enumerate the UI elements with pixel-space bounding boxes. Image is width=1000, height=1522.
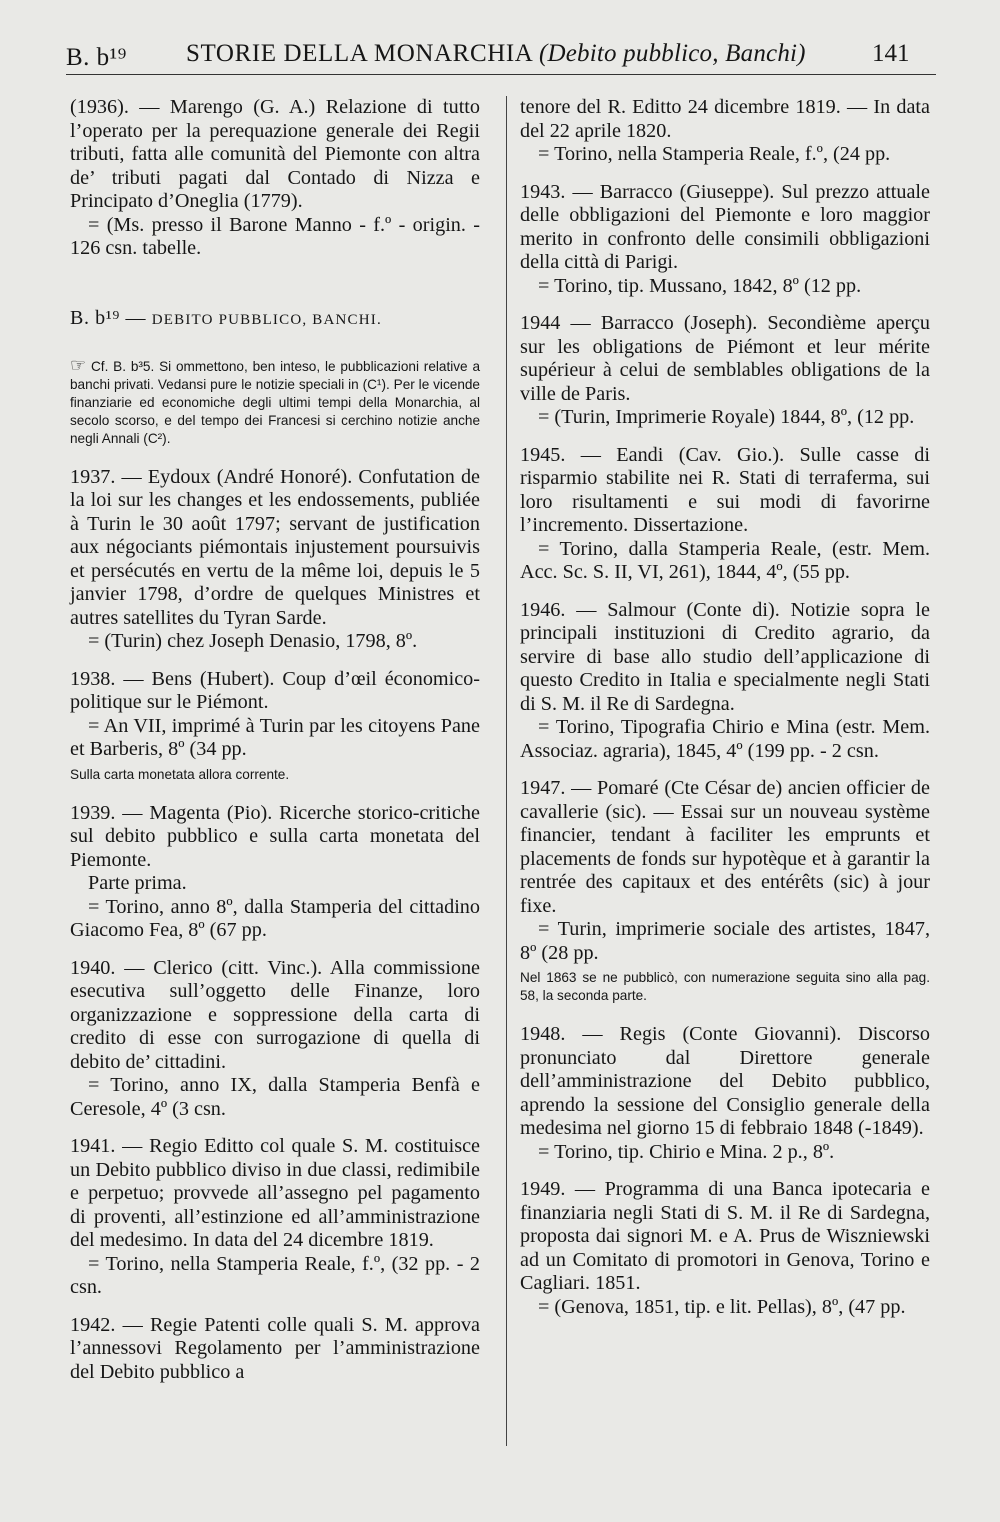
- entry-imprint: = (Genova, 1851, tip. e lit. Pellas), 8º, (47 pp.: [538, 1295, 906, 1318]
- header-title-sub: (Debito pubblico, Banchi): [538, 40, 806, 67]
- entry-text: 1941. — Regio Editto col quale S. M. costituisce un Debito pubblico diviso in due classi, redimibile e perpetuo; provvede all’assegno pel pagamento di proventi, all’estinzione ed all’amministrazione del medesimo. In data del 24 dicembre 1819.: [70, 1135, 480, 1251]
- section-prefix: B. b¹⁹ —: [70, 306, 147, 329]
- entry-imprint: = (Ms. presso il Barone Manno - f.º - origin. - 126 csn. tabelle.: [70, 213, 480, 259]
- entry-text: 1939. — Magenta (Pio). Ricerche storico-critiche sul debito pubblico e sulla carta monetata del Piemonte.: [70, 801, 480, 871]
- entry-1944: [520, 312, 930, 430]
- entry-1940: [70, 957, 480, 1122]
- entry-imprint: = Torino, nella Stamperia Reale, f.º, (32 pp. - 2 csn.: [70, 1252, 480, 1298]
- entry-1946: [520, 599, 930, 764]
- header-title-main: STORIE DELLA MONARCHIA: [186, 40, 533, 67]
- entry-text: 1949. — Programma di una Banca ipotecaria e finanziaria negli Stati di S. M. il Re di Sardegna, proposta dai signori M. e A. Prus de Wiszniewski ad un Comitato di promotori in Genova, Torino e Cagliari. 1851.: [520, 1178, 930, 1294]
- page-number: 141: [872, 40, 910, 67]
- entry-text: 1943. — Barracco (Giuseppe). Sul prezzo attuale delle obbligazioni del Piemonte e loro maggior merito in confronto delle consimili obbligazioni della città di Parigi.: [520, 180, 930, 273]
- entry-1942: [70, 1314, 480, 1385]
- entry-text: (1936). — Marengo (G. A.) Relazione di tutto l’operato per la perequazione generale dei Regii tributi, fatta alle comunità del Piemonte con altra de’ tributi pagati dal Contado di Nizza e Principato d’Oneglia (1779).: [70, 96, 480, 212]
- left-column: [70, 96, 480, 1398]
- entry-text: 1947. — Pomaré (Cte César de) ancien officier de cavallerie (sic). — Essai sur un nouveau système financier, tendant à faciliter les emprunts et placements de fonds sur hypotèque et à garantir la rentrée des capitaux et des entérêts (sic) à jour fixe.: [520, 777, 930, 917]
- entry-text: 1937. — Eydoux (André Honoré). Confutation de la loi sur les changes et les endossements, publiée à Turin le 30 août 1797; servant de justification aux négociants piémontais injustement poursuivis et persécutés en vertu de la même loi, depuis le 5 janvier 1798, d’ordre de quelques Ministres et autres satellites du Tyran Sarde.: [70, 465, 480, 629]
- section-title: DEBITO PUBBLICO, BANCHI.: [151, 311, 382, 328]
- entry-1943: [520, 181, 930, 299]
- entry-1948: [520, 1023, 930, 1164]
- entry-1936: [70, 96, 480, 261]
- entry-imprint: = Torino, tip. Mussano, 1842, 8º (12 pp.: [538, 274, 862, 297]
- header-rule: [66, 74, 936, 75]
- entry-1941: [70, 1135, 480, 1300]
- header-section-code: B. b¹⁹: [66, 44, 127, 71]
- entry-text: 1944 — Barracco (Joseph). Secondième aperçu sur les obligations de Piémont et leur mérite supérieur à celui de semblables obligations de la ville de Paris.: [520, 312, 930, 405]
- entry-text: 1946. — Salmour (Conte di). Notizie sopra le principali instituzioni di Credito agrario, da servire di base allo studio dell’applicazione di questo Credito in Italia e specialmente negli Stati di S. M. il Re di Sardegna.: [520, 598, 930, 715]
- entry-1938: [70, 668, 480, 784]
- entry-imprint: = Torino, anno IX, dalla Stamperia Benfà e Ceresole, 4º (3 csn.: [70, 1074, 480, 1120]
- entry-imprint: = Turin, imprimerie sociale des artistes, 1847, 8º (28 pp.: [520, 918, 930, 964]
- entry-text: 1940. — Clerico (citt. Vinc.). Alla commissione esecutiva sull’oggetto delle Finanze, loro organizzazione e soppressione della carta di credito di esse con surrogazione di quella di debito de’ cittadini.: [70, 956, 480, 1073]
- header-title: [186, 40, 806, 68]
- entry-1939: [70, 802, 480, 943]
- entry-note: Sulla carta monetata allora corrente.: [70, 766, 290, 782]
- entry-imprint: = Torino, Tipografia Chirio e Mina (estr. Mem. Associaz. agraria), 1845, 4º (199 pp. - 2 csn.: [520, 716, 930, 762]
- column-divider: [506, 96, 507, 1446]
- entry-note: Nel 1863 se ne pubblicò, con numerazione seguita sino alla pag. 58, la seconda parte.: [520, 970, 930, 1003]
- section-note-text: Cf. B. b³5. Si ommettono, ben inteso, le pubblicazioni relative a banchi privati. Vedansi pure le notizie speciali in (C¹). Per le vicende finanziarie ed economiche degli ultimi tempi della Monarchia, al secolo scorso, e del tempo dei Francesi si cerchino notizie anche negli Annali (C²).: [70, 358, 480, 446]
- entry-imprint: = (Turin) chez Joseph Denasio, 1798, 8º.: [88, 630, 418, 652]
- entry-text: 1942. — Regie Patenti colle quali S. M. approva l’annessovi Regolamento per l’amministrazione del Debito pubblico a: [70, 1313, 480, 1383]
- entry-extra: Parte prima.: [88, 872, 187, 894]
- entry-imprint: = Torino, dalla Stamperia Reale, (estr. Mem. Acc. Sc. S. II, VI, 261), 1844, 4º, (55 pp.: [520, 537, 930, 583]
- entry-text: tenore del R. Editto 24 dicembre 1819. — In data del 22 aprile 1820.: [520, 96, 930, 142]
- entry-1937: [70, 466, 480, 654]
- pointing-hand-icon: ☞: [70, 354, 87, 375]
- right-column: [520, 96, 930, 1333]
- entry-1947: [520, 777, 930, 1005]
- section-note: [70, 356, 480, 448]
- section-heading: [70, 307, 480, 330]
- entry-1945: [520, 444, 930, 585]
- entry-1942-continued: [520, 96, 930, 167]
- entry-text: 1938. — Bens (Hubert). Coup d’œil économico-politique sur le Piémont.: [70, 667, 480, 713]
- entry-imprint: = Torino, anno 8º, dalla Stamperia del cittadino Giacomo Fea, 8º (67 pp.: [70, 895, 480, 941]
- entry-1949: [520, 1178, 930, 1319]
- entry-imprint: = Torino, nella Stamperia Reale, f.º, (24 pp.: [538, 143, 891, 165]
- entry-imprint: = (Turin, Imprimerie Royale) 1844, 8º, (12 pp.: [538, 406, 915, 428]
- entry-text: 1948. — Regis (Conte Giovanni). Discorso pronunciato dal Direttore generale dell’amministrazione del Debito pubblico, aprendo la sessione del Consiglio generale della medesima nel giorno 15 di febbraio 1848 (-1849).: [520, 1023, 930, 1139]
- entry-imprint: = An VII, imprimé à Turin par les citoyens Pane et Barberis, 8º (34 pp.: [70, 714, 480, 760]
- entry-imprint: = Torino, tip. Chirio e Mina. 2 p., 8º.: [538, 1140, 835, 1163]
- entry-text: 1945. — Eandi (Cav. Gio.). Sulle casse di risparmio stabilite nei R. Stati di terraferma, sui loro risultamenti e sui modi di favorirne l’incremento. Dissertazione.: [520, 443, 930, 536]
